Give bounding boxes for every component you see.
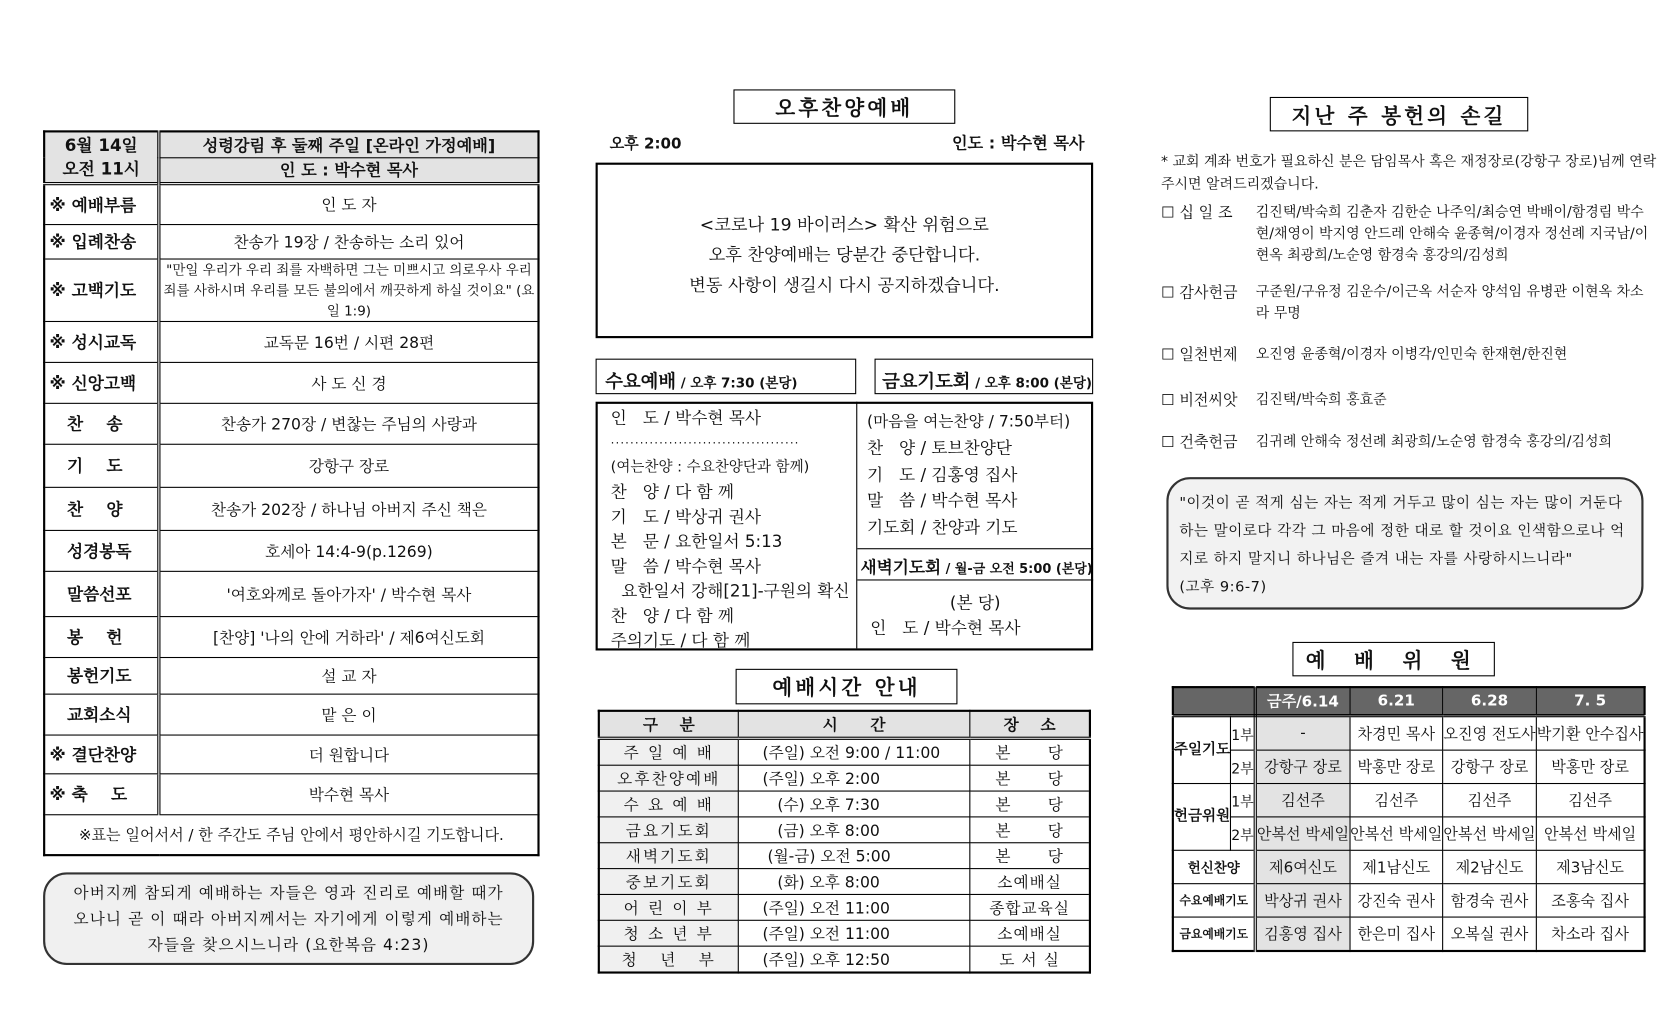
friday-line: 말 씀 / 박수현 목사 [866, 491, 1018, 511]
order-row [44, 362, 538, 403]
schedule-row [599, 817, 1090, 843]
order-label: ※ 결단찬양 [44, 735, 159, 774]
date-header: 6.21 [1350, 687, 1443, 716]
order-footer: ※표는 일어서서 / 한 주간도 주님 안에서 평안하시길 기도합니다. [44, 814, 538, 855]
order-label: 교회소식 [44, 694, 159, 735]
committee-cell: 차소라 집사 [1536, 917, 1644, 951]
schedule-cell: 본 당 [970, 765, 1090, 791]
order-content: [찬양] '나의 안에 거하라' / 제6여신도회 [159, 616, 539, 657]
committee-cell: 강항구 장로 [1443, 750, 1536, 783]
schedule-row [599, 869, 1090, 895]
offering-category: ☐ 일천번제 [1161, 346, 1238, 365]
committee-cell: 안복선 박세일 [1536, 817, 1644, 850]
schedule-header: 장 소 [970, 711, 1090, 738]
schedule-row [599, 920, 1090, 946]
order-label: 성경봉독 [44, 530, 159, 571]
dawn-subtitle: / 월-금 오전 5:00 (본당) [941, 561, 1093, 577]
committee-row [1173, 917, 1645, 951]
schedule-cell: 본 당 [970, 791, 1090, 817]
offering-names: 김진택/박숙희 김춘자 김한순 나주익/최승연 박배이/함경림 박수현/채영이 박지영 안드레 안해숙 윤종혁/이경자 정선례 지국남/이현옥 최광희/노순영 함경숙 홍강의/김성희 [1255, 204, 1649, 264]
offering-category: ☐ 비전씨앗 [1161, 392, 1238, 410]
order-row [44, 258, 538, 320]
committee-row-label: 수요예배기도 [1173, 884, 1255, 917]
afternoon-time: 오후 2:00 [609, 135, 682, 153]
order-content: '여호와께로 돌아가자' / 박수현 목사 [159, 571, 539, 616]
service-title: 성령강림 후 둘째 주일 [온라인 가정예배] [159, 131, 539, 157]
order-content: 찬송가 270장 / 변찮는 주님의 사랑과 [159, 403, 539, 444]
committee-row [1173, 784, 1645, 817]
committee-row [1173, 884, 1645, 917]
committee-cell: 함경숙 권사 [1443, 884, 1536, 917]
order-label: 찬 송 [44, 403, 159, 444]
schedule-cell: 중보기도회 [599, 869, 738, 895]
afternoon-notice [596, 163, 1094, 339]
order-content: 호세아 14:4-9(p.1269) [159, 530, 539, 571]
wednesday-title: 수요예배 [605, 371, 677, 394]
schedule-cell: 새벽기도회 [599, 843, 738, 869]
committee-cell: 오진영 전도사 [1443, 716, 1536, 750]
order-label: ※ 신앙고백 [44, 362, 159, 403]
order-label: ※ 예배부름 [44, 183, 159, 224]
service-datetime [44, 131, 159, 183]
service-leader: 인 도 : 박수현 목사 [159, 157, 539, 183]
order-label: ※ 축 도 [44, 773, 159, 814]
dawn-title: 새벽기도회 [860, 557, 942, 578]
wednesday-line: 찬 양 / 다 함 께 [610, 606, 735, 626]
schedule-row [599, 765, 1090, 791]
committee-cell: 김선주 [1443, 784, 1536, 817]
order-row [44, 773, 538, 814]
schedule-cell: 수 요 예 배 [599, 791, 738, 817]
committee-cell: 차경민 목사 [1350, 716, 1443, 750]
verse-line: 자들을 찾으시느니라 (요한복음 4:23) [147, 936, 430, 955]
offering-title: 지난 주 봉헌의 손길 [1270, 97, 1528, 131]
wednesday-line: 인 도 / 박수현 목사 [610, 408, 762, 428]
friday-line: 기 도 / 김홍영 집사 [866, 464, 1018, 485]
schedule-cell: (주일) 오후 2:00 [738, 765, 970, 791]
schedule-cell: (월-금) 오전 5:00 [738, 843, 970, 869]
committee-cell: 제6여신도 [1255, 850, 1349, 883]
order-label: 기 도 [44, 444, 159, 487]
afternoon-leader: 인도 : 박수현 목사 [951, 133, 1085, 153]
order-content: 찬송가 19장 / 찬송하는 소리 있어 [159, 224, 539, 258]
schedule-cell: (화) 오후 8:00 [738, 869, 970, 895]
friday-program [867, 410, 1070, 540]
committee-cell: 강항구 장로 [1255, 750, 1349, 783]
order-of-worship-table [43, 130, 539, 856]
committee-cell: 박상귀 권사 [1255, 884, 1349, 917]
offering-names: 김진택/박숙희 홍효준 [1255, 392, 1387, 409]
schedule-row [599, 791, 1090, 817]
committee-title: 예 배 위 원 [1292, 642, 1494, 676]
schedule-cell: (주일) 오전 11:00 [738, 894, 970, 920]
schedule-cell: 종합교육실 [970, 894, 1090, 920]
header-blank [1173, 687, 1255, 716]
committee-cell: - [1255, 716, 1349, 750]
order-content: 사 도 신 경 [159, 362, 539, 403]
order-row [44, 694, 538, 735]
committee-cell: 안복선 박세일 [1443, 817, 1536, 850]
offering-quote: "이것이 곧 적게 심는 자는 적게 거두고 많이 심는 자는 많이 거둔다 하는 말이로다 각각 그 마음에 정한 대로 할 것이요 인색함으로나 억지로 하지 말지니 하나님은 즐겨 내는 자를 사랑하시느니라" [1179, 494, 1625, 568]
wednesday-line: 말 씀 / 박수현 목사 [610, 556, 762, 577]
order-label: ※ 입례찬송 [44, 224, 159, 258]
schedule-cell: (주일) 오전 11:00 [738, 920, 970, 946]
committee-cell: 안복선 박세일 [1350, 817, 1443, 850]
order-row [44, 444, 538, 487]
committee-cell: 박기환 안수집사 [1536, 716, 1644, 750]
order-row [44, 735, 538, 774]
order-content: "만일 우리가 우리 죄를 자백하면 그는 미쁘시고 의로우사 우리 죄를 사하시며 우리를 모든 불의에서 깨끗하게 하실 것이요" (요일 1:9) [159, 258, 539, 320]
friday-line: (마음을 여는찬양 / 7:50부터) [866, 413, 1071, 431]
offering-category: ☐ 건축헌금 [1161, 434, 1238, 452]
offering-category: ☐ 십 일 조 [1161, 204, 1233, 222]
wednesday-line: 요한일서 강해[21]-구원의 확신 [610, 581, 850, 601]
committee-part: 2부 [1231, 750, 1256, 783]
friday-header [875, 359, 1094, 395]
notice-line: 변동 사항이 생길시 다시 공지하겠습니다. [689, 274, 1000, 296]
committee-row-label: 금요예배기도 [1173, 917, 1255, 951]
order-content: 맡 은 이 [159, 694, 539, 735]
schedule-cell: 오후찬양예배 [599, 765, 738, 791]
schedule-cell: (주일) 오후 12:50 [738, 946, 970, 972]
order-label: 봉 헌 [44, 616, 159, 657]
notice-line: 오후 찬양예배는 당분간 중단합니다. [708, 244, 981, 265]
offering-quote-ref: (고후 9:6-7) [1179, 578, 1267, 596]
schedule-row [599, 946, 1090, 972]
wednesday-line: 찬 양 / 다 함 께 [610, 482, 735, 502]
schedule-row [599, 894, 1090, 920]
committee-cell: 김선주 [1350, 784, 1443, 817]
dawn-place: (본 당) [949, 593, 1001, 613]
committee-group: 헌금위원 [1173, 784, 1231, 851]
verse-line: 아버지께 참되게 예배하는 자들은 영과 진리로 예배할 때가 [73, 885, 504, 903]
order-content: 박수현 목사 [159, 773, 539, 814]
committee-table [1172, 686, 1646, 952]
schedule-header: 구 분 [599, 711, 738, 738]
afternoon-service-title: 오후찬양예배 [733, 89, 955, 123]
wednesday-line: 주의기도 / 다 함 께 [610, 631, 751, 651]
committee-row [1173, 716, 1645, 750]
offering-category: ☐ 감사헌금 [1161, 284, 1238, 302]
schedule-cell: (주일) 오전 9:00 / 11:00 [738, 738, 970, 765]
offering-names: 김귀례 안해숙 정선례 최광희/노순영 함경숙 홍강의/김성희 [1255, 434, 1613, 451]
committee-cell: 강진숙 권사 [1350, 884, 1443, 917]
committee-cell: 제2남신도 [1443, 850, 1536, 883]
schedule-row [599, 738, 1090, 765]
schedule-header: 시 간 [738, 711, 970, 738]
schedule-cell: 본 당 [970, 843, 1090, 869]
order-content: 더 원합니다 [159, 735, 539, 774]
wednesday-line: (여는찬양 : 수요찬양단과 함께) [610, 458, 810, 477]
order-row [44, 571, 538, 616]
order-row [44, 616, 538, 657]
schedule-cell: (수) 오후 7:30 [738, 791, 970, 817]
committee-cell: 김홍영 집사 [1255, 917, 1349, 951]
schedule-cell: (금) 오후 8:00 [738, 817, 970, 843]
order-row [44, 657, 538, 694]
order-row [44, 321, 538, 362]
notice-line: <코로나 19 바이러스> 확산 위험으로 [699, 214, 989, 235]
friday-line: 찬 양 / 토브찬양단 [866, 438, 1013, 458]
midweek-services-box [596, 402, 1094, 651]
offering-item [1161, 282, 1656, 347]
schedule-row [599, 843, 1090, 869]
friday-title: 금요기도회 [882, 371, 971, 394]
committee-group: 주일기도 [1173, 716, 1231, 784]
wednesday-line: ······································· [610, 436, 800, 451]
committee-part: 1부 [1231, 784, 1256, 817]
committee-row [1173, 850, 1645, 883]
order-content: 설 교 자 [159, 657, 539, 694]
schedule-cell: 소예배실 [970, 920, 1090, 946]
schedule-cell: 도 서 실 [970, 946, 1090, 972]
committee-cell: 제1남신도 [1350, 850, 1443, 883]
order-content: 교독문 16번 / 시편 28편 [159, 321, 539, 362]
scripture-verse-box [43, 872, 534, 965]
committee-cell: 오복실 권사 [1443, 917, 1536, 951]
wednesday-line: 본 문 / 요한일서 5:13 [610, 532, 783, 552]
order-content: 인 도 자 [159, 183, 539, 224]
committee-row-label: 헌신찬양 [1173, 850, 1255, 883]
committee-cell: 김선주 [1255, 784, 1349, 817]
committee-row [1173, 750, 1645, 783]
schedule-cell: 청 소 년 부 [599, 920, 738, 946]
date-header: 금주/6.14 [1255, 687, 1349, 716]
schedule-table [598, 710, 1091, 974]
offering-names: 오진영 윤종혁/이경자 이병각/인민숙 한재현/한진현 [1255, 346, 1568, 363]
committee-cell: 박홍만 장로 [1350, 750, 1443, 783]
order-label: 찬 양 [44, 487, 159, 530]
order-row [44, 487, 538, 530]
schedule-cell: 소예배실 [970, 869, 1090, 895]
order-label: ※ 고백기도 [44, 258, 159, 320]
schedule-title: 예배시간 안내 [736, 669, 958, 705]
friday-subtitle: / 오후 8:00 (본당) [970, 374, 1092, 391]
schedule-header-row [599, 711, 1090, 738]
order-label: 봉헌기도 [44, 657, 159, 694]
order-label: ※ 성시교독 [44, 321, 159, 362]
schedule-cell: 어 린 이 부 [599, 894, 738, 920]
order-row [44, 530, 538, 571]
offering-quote-box [1166, 477, 1643, 609]
wednesday-program [611, 406, 850, 654]
order-content: 찬송가 202장 / 하나님 아버지 주신 책은 [159, 487, 539, 530]
committee-cell: 제3남신도 [1536, 850, 1644, 883]
order-row [44, 403, 538, 444]
offering-names: 구준원/구유정 김운수/이근옥 서순자 양석임 유병관 이현옥 차소라 무명 [1255, 284, 1644, 323]
committee-row [1173, 817, 1645, 850]
service-date: 6월 14일 [64, 135, 138, 155]
wednesday-header [596, 359, 857, 395]
schedule-cell: 본 당 [970, 738, 1090, 765]
verse-line: 오나니 곧 이 때라 아버지께서는 자기에게 이렇게 예배하는 [73, 911, 504, 929]
service-time: 오전 11시 [62, 159, 140, 179]
date-header: 7. 5 [1536, 687, 1644, 716]
dawn-leader: 인 도 / 박수현 목사 [870, 618, 1021, 638]
order-label: 말씀선포 [44, 571, 159, 616]
offering-note: * 교회 계좌 번호가 필요하신 분은 담임목사 혹은 재정장로(강항구 장로)님께 연락주시면 알려드리겠습니다. [1161, 154, 1657, 193]
wednesday-line: 기 도 / 박상귀 권사 [610, 507, 762, 527]
committee-part: 2부 [1231, 817, 1256, 850]
schedule-cell: 본 당 [970, 817, 1090, 843]
committee-part: 1부 [1231, 716, 1256, 750]
committee-cell: 안복선 박세일 [1255, 817, 1349, 850]
date-header: 6.28 [1443, 687, 1536, 716]
order-row [44, 183, 538, 224]
friday-line: 기도회 / 찬양과 기도 [866, 517, 1018, 537]
dawn-header [857, 548, 1093, 580]
schedule-cell: 금요기도회 [599, 817, 738, 843]
committee-cell: 김선주 [1536, 784, 1644, 817]
wednesday-subtitle: / 오후 7:30 (본당) [676, 374, 798, 391]
committee-cell: 박홍만 장로 [1536, 750, 1644, 783]
schedule-cell: 청 년 부 [599, 946, 738, 972]
schedule-cell: 주 일 예 배 [599, 738, 738, 765]
committee-cell: 한은미 집사 [1350, 917, 1443, 951]
offering-item [1161, 202, 1656, 267]
committee-cell: 조홍숙 집사 [1536, 884, 1644, 917]
order-content: 강항구 장로 [159, 444, 539, 487]
order-row [44, 224, 538, 258]
